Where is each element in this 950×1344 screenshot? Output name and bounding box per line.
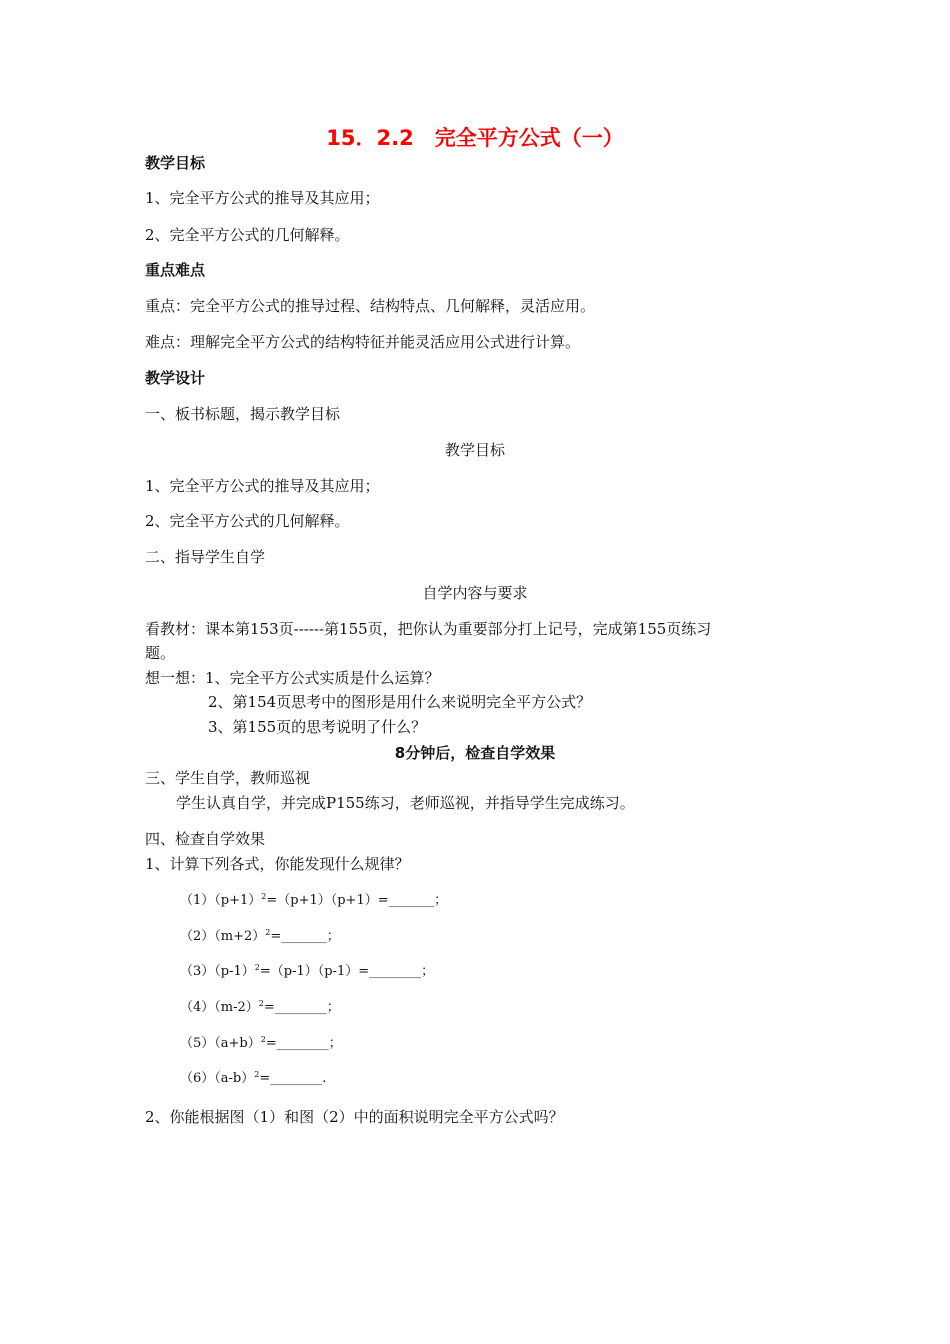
read-instruction-cont: 题。: [145, 644, 176, 662]
key-point: 重点：完全平方公式的推导过程、结构特点、几何解释，灵活应用。: [145, 297, 596, 315]
page-title: 15．2.2 完全平方公式（一）: [326, 126, 624, 150]
think-label: 想一想：: [145, 669, 206, 687]
self-study-title: 自学内容与要求: [422, 584, 528, 602]
objective-item: 1、完全平方公式的推导及其应用；: [145, 189, 380, 207]
board-item: 2、完全平方公式的几何解释。: [145, 512, 350, 530]
step-4: 四、检查自学效果: [145, 830, 266, 848]
difficulty: 难点：理解完全平方公式的结构特征并能灵活应用公式进行计算。: [145, 333, 581, 351]
exercise-3: $(3)(p-1)^2=(p-1)(p-1)=\_\_\_\_\_\_\_\_$；: [180, 963, 435, 979]
question-1: 1、计算下列各式，你能发现什么规律？: [145, 855, 410, 873]
think-item-2: 2、第154页思考中的图形是用什么来说明完全平方公式？: [208, 693, 592, 711]
step-3-detail: 学生认真自学，并完成P155练习，老师巡视，并指导学生完成练习。: [176, 794, 635, 812]
step-3: 三、学生自学，教师巡视: [145, 769, 311, 787]
question-2: 2、你能根据图（1）和图（2）中的面积说明完全平方公式吗？: [145, 1108, 564, 1126]
check-note: 8分钟后，检查自学效果: [394, 744, 556, 762]
key-heading: 重点难点: [145, 261, 206, 279]
exercise-1: $(1)(p+1)^2=(p+1)(p+1)=\_\_\_\_\_\_\_$；: [180, 892, 448, 908]
exercise-6: $(6)(a-b)^2=\_\_\_\_\_\_\_\_$.: [180, 1070, 327, 1086]
exercise-5: $(5)(a+b)^2=\_\_\_\_\_\_\_\_$；: [180, 1035, 342, 1051]
design-heading: 教学设计: [145, 369, 206, 387]
board-item: 1、完全平方公式的推导及其应用；: [145, 477, 380, 495]
objectives-heading: 教学目标: [145, 154, 206, 172]
exercise-4: $(4)(m-2)^2=\_\_\_\_\_\_\_\_$；: [180, 999, 340, 1015]
step-1: 一、板书标题，揭示教学目标: [145, 405, 341, 423]
exercise-2: $(2)(m+2)^2=\_\_\_\_\_\_\_$；: [180, 928, 340, 944]
step-2: 二、指导学生自学: [145, 548, 266, 566]
read-instruction: 看教材：课本第153页------第155页，把你认为重要部分打上记号，完成第155页练习: [145, 620, 712, 638]
think-item-3: 3、第155页的思考说明了什么？: [208, 718, 427, 736]
think-item-1: 想一想：1、完全平方公式实质是什么运算？: [145, 669, 440, 687]
objective-item: 2、完全平方公式的几何解释。: [145, 226, 350, 244]
board-title: 教学目标: [444, 441, 505, 459]
